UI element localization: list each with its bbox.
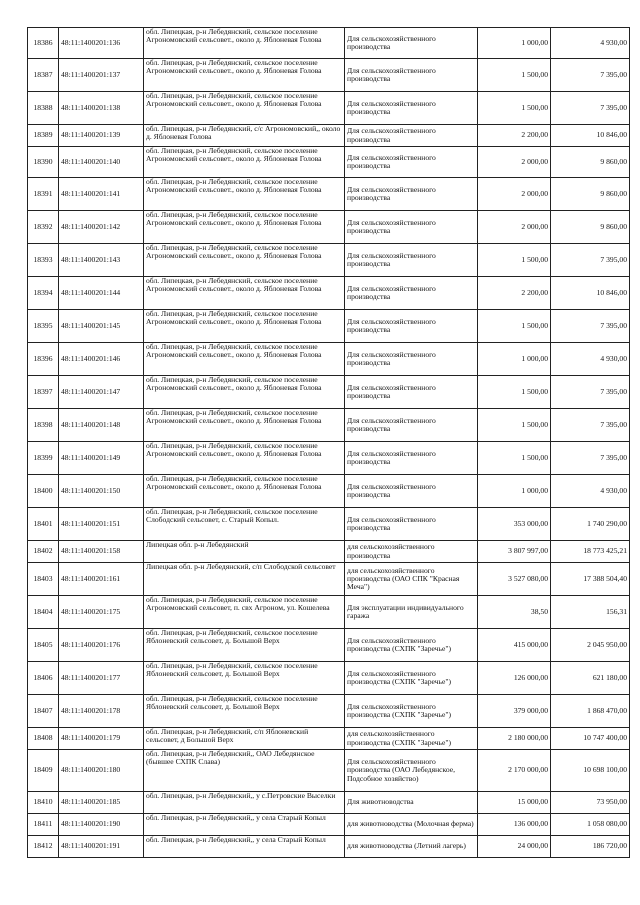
table-row <box>28 409 630 442</box>
cadastral-number: 48:11:1400201:142 <box>59 211 144 244</box>
land-parcel-table <box>27 27 630 858</box>
permitted-use-cell: Для сельскохозяйственного производства (СХПК "Заречье") <box>345 629 478 662</box>
table-row <box>28 178 630 211</box>
address-cell: обл. Липецкая, р-н Лебедянский, сельское поселение Агрономовский сельсовет., около д. Яблоневая Голова <box>144 343 345 376</box>
address-cell: Липецкая обл. р-н Лебедянский, с/п Слободской сельсовет <box>144 563 345 596</box>
cadastral-number: 48:11:1400201:139 <box>59 125 144 147</box>
permitted-use-cell: Для сельскохозяйственного производства <box>345 475 478 508</box>
row-number: 18410 <box>28 792 59 814</box>
row-number: 18412 <box>28 836 59 858</box>
table-row <box>28 244 630 277</box>
cadastral-value-cell: 17 388 504,40 <box>551 563 630 596</box>
cadastral-number: 48:11:1400201:144 <box>59 277 144 310</box>
cadastral-value-cell: 10 747 400,00 <box>551 728 630 750</box>
cadastral-number: 48:11:1400201:138 <box>59 92 144 125</box>
row-number: 18394 <box>28 277 59 310</box>
permitted-use-cell: Для сельскохозяйственного производства <box>345 92 478 125</box>
address-cell: обл. Липецкая, р-н Лебедянский, сельское поселение Яблоневский сельсовет, д. Большой Верх <box>144 662 345 695</box>
permitted-use-cell: для сельскохозяйственного производства (СХПК "Заречье") <box>345 728 478 750</box>
cadastral-number: 48:11:1400201:161 <box>59 563 144 596</box>
cadastral-number: 48:11:1400201:149 <box>59 442 144 475</box>
address-cell: Липецкая обл. р-н Лебедянский <box>144 541 345 563</box>
address-cell: обл. Липецкая, р-н Лебедянский, с/с Агрономовский,, около д. Яблоневая Голова <box>144 125 345 147</box>
address-cell: обл. Липецкая, р-н Лебедянский, сельское поселение Агрономовский сельсовет, п. свх Агроном, ул. Кошелева <box>144 596 345 629</box>
cadastral-value-cell: 186 720,00 <box>551 836 630 858</box>
cadastral-value-cell: 10 846,00 <box>551 125 630 147</box>
table-row <box>28 836 630 858</box>
row-number: 18390 <box>28 147 59 178</box>
permitted-use-cell: Для животноводства <box>345 792 478 814</box>
cadastral-number: 48:11:1400201:179 <box>59 728 144 750</box>
row-number: 18387 <box>28 59 59 92</box>
address-cell: обл. Липецкая, р-н Лебедянский,, у с.Петровские Выселки <box>144 792 345 814</box>
table-row <box>28 28 630 59</box>
permitted-use-cell: Для сельскохозяйственного производства <box>345 508 478 541</box>
cadastral-value-cell: 156,31 <box>551 596 630 629</box>
cadastral-number: 48:11:1400201:143 <box>59 244 144 277</box>
row-number: 18406 <box>28 662 59 695</box>
cadastral-number: 48:11:1400201:191 <box>59 836 144 858</box>
address-cell: обл. Липецкая, р-н Лебедянский, сельское поселение Агрономовский сельсовет., около д. Яблоневая Голова <box>144 28 345 59</box>
cadastral-value-cell: 10 846,00 <box>551 277 630 310</box>
permitted-use-cell: Для сельскохозяйственного производства <box>345 147 478 178</box>
permitted-use-cell: Для сельскохозяйственного производства <box>345 211 478 244</box>
permitted-use-cell: Для сельскохозяйственного производства <box>345 409 478 442</box>
cadastral-value-cell: 1 058 080,00 <box>551 814 630 836</box>
cadastral-number: 48:11:1400201:175 <box>59 596 144 629</box>
area-cell: 379 000,00 <box>478 695 551 728</box>
table-row <box>28 814 630 836</box>
cadastral-number: 48:11:1400201:140 <box>59 147 144 178</box>
permitted-use-cell: Для сельскохозяйственного производства <box>345 343 478 376</box>
permitted-use-cell: Для сельскохозяйственного производства <box>345 244 478 277</box>
table-row <box>28 662 630 695</box>
area-cell: 38,50 <box>478 596 551 629</box>
area-cell: 1 000,00 <box>478 343 551 376</box>
area-cell: 1 500,00 <box>478 442 551 475</box>
cadastral-value-cell: 7 395,00 <box>551 376 630 409</box>
table-row <box>28 125 630 147</box>
address-cell: обл. Липецкая, р-н Лебедянский, сельское поселение Агрономовский сельсовет., около д. Яблоневая Голова <box>144 376 345 409</box>
area-cell: 136 000,00 <box>478 814 551 836</box>
row-number: 18408 <box>28 728 59 750</box>
cadastral-number: 48:11:1400201:176 <box>59 629 144 662</box>
row-number: 18398 <box>28 409 59 442</box>
row-number: 18393 <box>28 244 59 277</box>
address-cell: обл. Липецкая, р-н Лебедянский, сельское поселение Агрономовский сельсовет., около д. Яблоневая Голова <box>144 310 345 343</box>
row-number: 18391 <box>28 178 59 211</box>
area-cell: 1 500,00 <box>478 59 551 92</box>
address-cell: обл. Липецкая, р-н Лебедянский, сельское поселение Яблоневский сельсовет, д. Большой Верх <box>144 695 345 728</box>
table-row <box>28 343 630 376</box>
row-number: 18405 <box>28 629 59 662</box>
table-row <box>28 59 630 92</box>
row-number: 18397 <box>28 376 59 409</box>
area-cell: 1 500,00 <box>478 409 551 442</box>
permitted-use-cell: Для сельскохозяйственного производства <box>345 125 478 147</box>
address-cell: обл. Липецкая, р-н Лебедянский, сельское поселение Агрономовский сельсовет., около д. Яблоневая Голова <box>144 442 345 475</box>
document-page <box>27 27 627 858</box>
permitted-use-cell: Для сельскохозяйственного производства <box>345 376 478 409</box>
table-row <box>28 147 630 178</box>
table-row <box>28 792 630 814</box>
table-row <box>28 211 630 244</box>
permitted-use-cell: Для сельскохозяйственного производства <box>345 310 478 343</box>
cadastral-value-cell: 73 950,00 <box>551 792 630 814</box>
address-cell: обл. Липецкая, р-н Лебедянский,, ОАО Лебедянское (бывшее СХПК Слава) <box>144 750 345 792</box>
area-cell: 24 000,00 <box>478 836 551 858</box>
area-cell: 2 180 000,00 <box>478 728 551 750</box>
cadastral-number: 48:11:1400201:146 <box>59 343 144 376</box>
area-cell: 15 000,00 <box>478 792 551 814</box>
address-cell: обл. Липецкая, р-н Лебедянский, сельское поселение Агрономовский сельсовет., около д. Яблоневая Голова <box>144 409 345 442</box>
area-cell: 1 500,00 <box>478 310 551 343</box>
address-cell: обл. Липецкая, р-н Лебедянский, сельское поселение Агрономовский сельсовет., около д. Яблоневая Голова <box>144 59 345 92</box>
row-number: 18389 <box>28 125 59 147</box>
cadastral-value-cell: 9 860,00 <box>551 178 630 211</box>
cadastral-number: 48:11:1400201:137 <box>59 59 144 92</box>
area-cell: 1 500,00 <box>478 244 551 277</box>
cadastral-number: 48:11:1400201:158 <box>59 541 144 563</box>
address-cell: обл. Липецкая, р-н Лебедянский, сельское поселение Агрономовский сельсовет., около д. Яблоневая Голова <box>144 147 345 178</box>
cadastral-value-cell: 1 868 470,00 <box>551 695 630 728</box>
row-number: 18401 <box>28 508 59 541</box>
permitted-use-cell: Для сельскохозяйственного производства <box>345 277 478 310</box>
address-cell: обл. Липецкая, р-н Лебедянский, сельское поселение Агрономовский сельсовет., около д. Яблоневая Голова <box>144 277 345 310</box>
permitted-use-cell: Для сельскохозяйственного производства (СХПК "Заречье") <box>345 695 478 728</box>
address-cell: обл. Липецкая, р-н Лебедянский, с/п Яблоневский сельсовет, д Большой Верх <box>144 728 345 750</box>
cadastral-value-cell: 4 930,00 <box>551 475 630 508</box>
table-row <box>28 376 630 409</box>
address-cell: обл. Липецкая, р-н Лебедянский, сельское поселение Агрономовский сельсовет., около д. Яблоневая Голова <box>144 211 345 244</box>
area-cell: 2 000,00 <box>478 147 551 178</box>
cadastral-number: 48:11:1400201:180 <box>59 750 144 792</box>
table-row <box>28 310 630 343</box>
cadastral-value-cell: 7 395,00 <box>551 59 630 92</box>
row-number: 18400 <box>28 475 59 508</box>
permitted-use-cell: для сельскохозяйственного производства <box>345 541 478 563</box>
permitted-use-cell: Для сельскохозяйственного производства (ОАО Лебедянское, Подсобное хозяйство) <box>345 750 478 792</box>
table-row <box>28 563 630 596</box>
row-number: 18399 <box>28 442 59 475</box>
row-number: 18388 <box>28 92 59 125</box>
table-row <box>28 508 630 541</box>
row-number: 18404 <box>28 596 59 629</box>
table-row <box>28 475 630 508</box>
table-row <box>28 277 630 310</box>
cadastral-value-cell: 9 860,00 <box>551 211 630 244</box>
permitted-use-cell: Для сельскохозяйственного производства <box>345 28 478 59</box>
area-cell: 2 000,00 <box>478 211 551 244</box>
area-cell: 1 500,00 <box>478 92 551 125</box>
table-row <box>28 695 630 728</box>
area-cell: 353 000,00 <box>478 508 551 541</box>
cadastral-number: 48:11:1400201:147 <box>59 376 144 409</box>
area-cell: 2 200,00 <box>478 277 551 310</box>
cadastral-value-cell: 10 698 100,00 <box>551 750 630 792</box>
address-cell: обл. Липецкая, р-н Лебедянский, сельское поселение Яблоневский сельсовет, д. Большой Верх <box>144 629 345 662</box>
permitted-use-cell: для животноводства (Молочная ферма) <box>345 814 478 836</box>
cadastral-number: 48:11:1400201:178 <box>59 695 144 728</box>
area-cell: 1 000,00 <box>478 475 551 508</box>
address-cell: обл. Липецкая, р-н Лебедянский, сельское поселение Агрономовский сельсовет., около д. Яблоневая Голова <box>144 244 345 277</box>
table-row <box>28 596 630 629</box>
cadastral-number: 48:11:1400201:150 <box>59 475 144 508</box>
cadastral-number: 48:11:1400201:148 <box>59 409 144 442</box>
area-cell: 1 000,00 <box>478 28 551 59</box>
address-cell: обл. Липецкая, р-н Лебедянский,, у села Старый Копыл <box>144 814 345 836</box>
permitted-use-cell: для животноводства (Летний лагерь) <box>345 836 478 858</box>
table-row <box>28 442 630 475</box>
address-cell: обл. Липецкая, р-н Лебедянский, сельское поселение Агрономовский сельсовет., около д. Яблоневая Голова <box>144 92 345 125</box>
cadastral-value-cell: 1 740 290,00 <box>551 508 630 541</box>
table-row <box>28 728 630 750</box>
table-body <box>28 28 630 858</box>
row-number: 18392 <box>28 211 59 244</box>
cadastral-value-cell: 2 045 950,00 <box>551 629 630 662</box>
cadastral-value-cell: 7 395,00 <box>551 92 630 125</box>
area-cell: 2 170 000,00 <box>478 750 551 792</box>
address-cell: обл. Липецкая, р-н Лебедянский, сельское поселение Агрономовский сельсовет., около д. Яблоневая Голова <box>144 178 345 211</box>
permitted-use-cell: Для сельскохозяйственного производства <box>345 442 478 475</box>
row-number: 18386 <box>28 28 59 59</box>
cadastral-value-cell: 18 773 425,21 <box>551 541 630 563</box>
cadastral-number: 48:11:1400201:190 <box>59 814 144 836</box>
permitted-use-cell: Для сельскохозяйственного производства <box>345 178 478 211</box>
cadastral-number: 48:11:1400201:151 <box>59 508 144 541</box>
row-number: 18403 <box>28 563 59 596</box>
row-number: 18411 <box>28 814 59 836</box>
cadastral-value-cell: 7 395,00 <box>551 442 630 475</box>
area-cell: 3 527 080,00 <box>478 563 551 596</box>
table-row <box>28 750 630 792</box>
cadastral-number: 48:11:1400201:136 <box>59 28 144 59</box>
permitted-use-cell: Для сельскохозяйственного производства <box>345 59 478 92</box>
area-cell: 2 000,00 <box>478 178 551 211</box>
cadastral-value-cell: 7 395,00 <box>551 409 630 442</box>
row-number: 18395 <box>28 310 59 343</box>
address-cell: обл. Липецкая, р-н Лебедянский, сельское поселение Агрономовский сельсовет., около д. Яблоневая Голова <box>144 475 345 508</box>
address-cell: обл. Липецкая, р-н Лебедянский,, у села Старый Копыл <box>144 836 345 858</box>
cadastral-number: 48:11:1400201:145 <box>59 310 144 343</box>
permitted-use-cell: Для эксплуатации индивидуального гаража <box>345 596 478 629</box>
permitted-use-cell: Для сельскохозяйственного производства (СХПК "Заречье") <box>345 662 478 695</box>
permitted-use-cell: для сельскохозяйственного производства (ОАО СПК "Красная Меча") <box>345 563 478 596</box>
area-cell: 126 000,00 <box>478 662 551 695</box>
cadastral-value-cell: 4 930,00 <box>551 343 630 376</box>
area-cell: 3 807 997,00 <box>478 541 551 563</box>
cadastral-number: 48:11:1400201:185 <box>59 792 144 814</box>
area-cell: 1 500,00 <box>478 376 551 409</box>
cadastral-value-cell: 9 860,00 <box>551 147 630 178</box>
row-number: 18409 <box>28 750 59 792</box>
table-row <box>28 541 630 563</box>
cadastral-value-cell: 7 395,00 <box>551 244 630 277</box>
row-number: 18396 <box>28 343 59 376</box>
address-cell: обл. Липецкая, р-н Лебедянский, сельское поселение Слободский сельсовет, с. Старый Копыл. <box>144 508 345 541</box>
area-cell: 2 200,00 <box>478 125 551 147</box>
table-row <box>28 629 630 662</box>
row-number: 18407 <box>28 695 59 728</box>
cadastral-number: 48:11:1400201:177 <box>59 662 144 695</box>
area-cell: 415 000,00 <box>478 629 551 662</box>
cadastral-value-cell: 7 395,00 <box>551 310 630 343</box>
cadastral-value-cell: 4 930,00 <box>551 28 630 59</box>
cadastral-number: 48:11:1400201:141 <box>59 178 144 211</box>
row-number: 18402 <box>28 541 59 563</box>
table-row <box>28 92 630 125</box>
cadastral-value-cell: 621 180,00 <box>551 662 630 695</box>
